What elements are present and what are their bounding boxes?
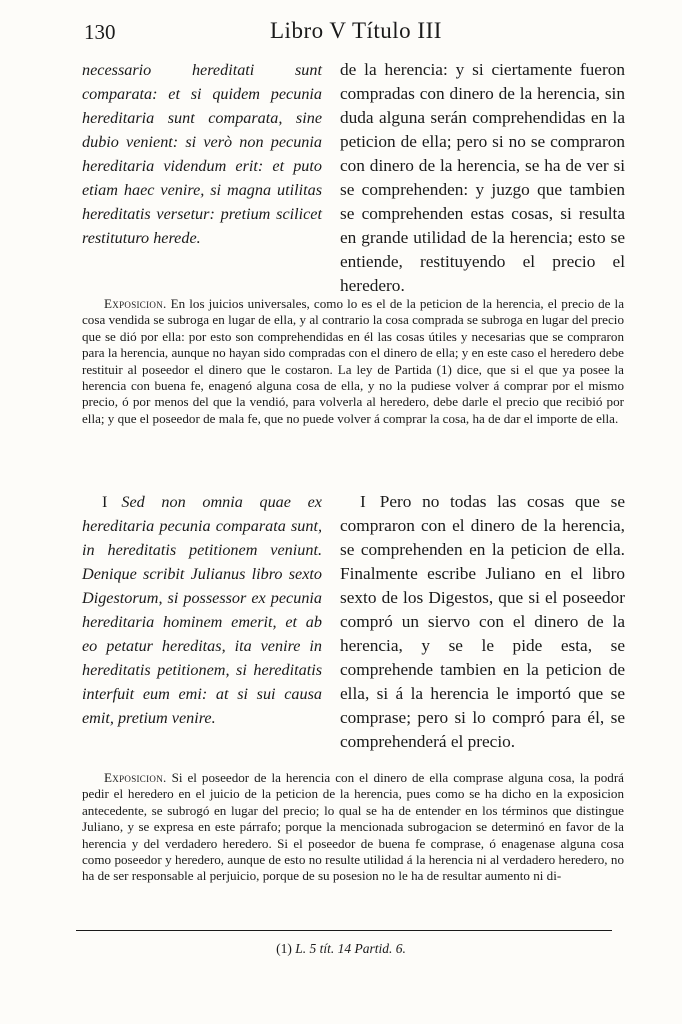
footnote-marker: (1) xyxy=(276,941,292,956)
running-head: Libro V Título III xyxy=(270,18,442,43)
latin-text: necessario hereditati sunt comparata: et si quidem pecunia hereditaria sunt comparata, sine dubio venient: si verò non pecunia hereditaria videndum erit: et puto etiam haec venire, si magna utilitas hereditatis versetur: pretium scilicet restituturo herede. xyxy=(82,61,322,247)
exposicion-paragraph xyxy=(82,296,624,427)
exposicion-label: Exposicion. xyxy=(104,770,167,785)
latin-text: Sed non omnia quae ex hereditaria pecunia comparata sunt, in hereditatis petitionem veniunt. Denique scribit Julianus libro sexto Digestorum, si possessor ex pecunia hereditaria hominem emerit, et ab eo petatur hereditas, ita venire in hereditatis petitionem, si hereditatis interfuit eum emi: at si sui causa emit, pretium venire. xyxy=(82,493,322,727)
footnote-rule xyxy=(76,930,612,931)
footnote-partid: Partid. 6. xyxy=(354,941,406,956)
footnote xyxy=(0,941,682,957)
footnote-ref: L. 5 xyxy=(295,941,317,956)
latin-paragraph-number: I xyxy=(102,493,108,511)
spanish-text: Pero no todas las cosas que se compraron con el dinero de la herencia, se comprehenden en la peticion de ella. Finalmente escribe Juliano en el libro sexto de los Digestos, que si el poseedor compró un siervo con el dinero de la herencia, y se le pide esta, se comprehende tambien en la peticion de ella, si á la herencia le importó que se comprase; pero si lo compró para él, se comprehenderá el precio. xyxy=(340,492,625,751)
page-number: 130 xyxy=(84,20,116,44)
spanish-paragraph-number: I xyxy=(360,492,366,511)
latin-column-top xyxy=(82,58,322,250)
latin-column-bottom xyxy=(82,490,322,730)
exposicion-paragraph xyxy=(82,770,624,885)
footnote-tit: tít. 14 xyxy=(319,941,352,956)
spanish-column-bottom xyxy=(340,490,625,754)
spanish-text: de la herencia: y si ciertamente fueron compradas con dinero de la herencia, sin duda alguna serán comprehendidas en la peticion de ella; pero si no se compraron con dinero de la herencia, se ha de ver si se comprehenden: y juzgo que tambien se comprehenden estas cosas, si resulta en grande utilidad de la herencia; esto se entiende, restituyendo el precio el heredero. xyxy=(340,60,625,295)
exposicion-label: Exposicion. xyxy=(104,296,167,311)
spanish-column-top xyxy=(340,58,625,298)
exposicion-text: Si el poseedor de la herencia con el dinero de ella comprase alguna cosa, la podrá pedir el heredero en el juicio de la peticion de la herencia, pues como se ha dicho en la exposicion antecedente, se subrogó en lugar del precio; lo qual se ha de entender en los términos que distingue Juliano, y se expresa en este párrafo; porque la mencionada subrogacion se determinó en favor de la herencia y del verdadero heredero. Si el poseedor de buena fe comprase, ó enagenase alguna cosa como poseedor y heredero, aunque de esto no resulte utilidad á la herencia ni al verdadero heredero, no ha de ser responsable al perjuicio, porque de su posesion no le ha de resultar aumento ni di- xyxy=(82,770,624,884)
exposicion-text: En los juicios universales, como lo es el de la peticion de la herencia, el precio de la cosa vendida se subroga en lugar de ella, y al contrario la cosa comprada se subroga en lugar del precio que se dió por ella: por esto son comprehendidas en él las cosas útiles y necesarias que se compraron para la herencia, aunque no hayan sido compradas con el dinero de ella; y en este caso el heredero debe restituir al poseedor el dinero que le costaron. La ley de Partida (1) dice, que si el que ya posee la herencia con buena fe, enagenó alguna cosa de ella, y no la pudiese volver á comprar por el mismo precio, ó por menos del que la vendió, para volverla al heredero, debe darle el precio que recibió por ella; y que el poseedor de mala fe, que no puede volver á comprar la cosa, ha de dar el importe de ella. xyxy=(82,296,624,426)
